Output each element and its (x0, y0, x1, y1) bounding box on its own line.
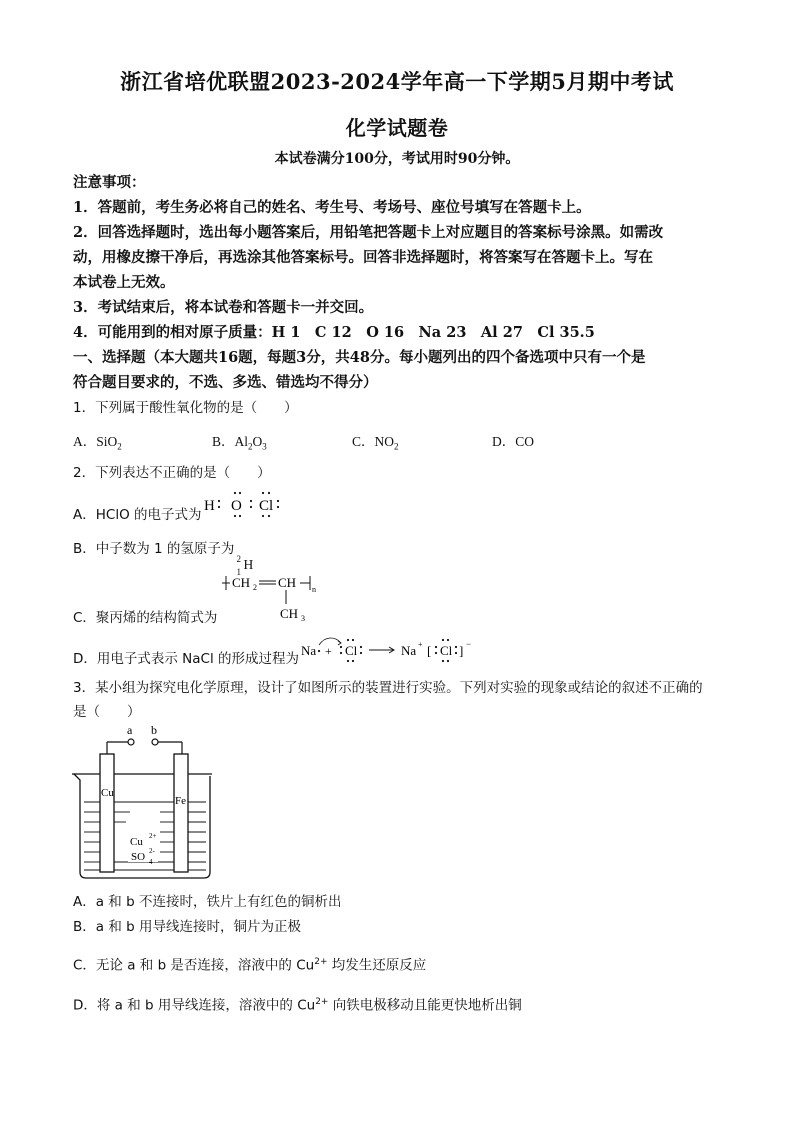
svg-text:H: H (204, 498, 215, 514)
svg-text:[: [ (427, 643, 432, 658)
svg-text:+: + (325, 644, 332, 658)
cu-label: Cu (101, 787, 114, 799)
iron-electrode (174, 754, 188, 872)
section1-line1: 一、选择题（本大题共16题，每题3分，共48分。每小题列出的四个备选项中只有一个是 (73, 349, 646, 366)
q3-option-a: A．a 和 b 不连接时，铁片上有红色的铜析出 (73, 894, 342, 910)
q3-option-d: D．将 a 和 b 用导线连接，溶液中的 $Cu^{2+}$ 向铁电极移动且能更快地析出铜 (73, 997, 522, 1014)
svg-text:Cl: Cl (440, 643, 453, 658)
svg-text:Na: Na (401, 643, 417, 658)
svg-text:CH: CH (232, 575, 251, 590)
svg-text:3: 3 (301, 614, 305, 623)
q2-option-d: D．用电子式表示 NaCl 的形成过程为 (73, 651, 300, 667)
q1-stem: 1．下列属于酸性氧化物的是（ ） (73, 400, 298, 416)
svg-text:Na: Na (301, 643, 317, 658)
q1-option-d: D．CO (492, 434, 535, 449)
q2-option-a: A．HClO 的电子式为 (73, 507, 202, 523)
svg-text:Cl: Cl (345, 643, 358, 658)
note-item-2-line3: 本试卷上无效。 (73, 274, 175, 291)
note-item-2-line2: 动，用橡皮擦干净后，再选涂其他答案标号。回答非选择题时，将答案写在答题卡上。写在 (73, 249, 653, 266)
svg-text:2: 2 (253, 583, 257, 592)
note-item-2-line1: 2．回答选择题时，选出每小题答案后，用铅笔把答题卡上对应题目的答案标号涂黑。如需改 (73, 224, 664, 241)
q1-option-c: C．$NO_2$ (352, 434, 399, 452)
hclo-electron-formula (202, 490, 292, 520)
terminal-a-label: a (127, 724, 133, 737)
cu-ion-charge: 2+ (149, 832, 157, 840)
q3-option-b: B．a 和 b 用导线连接时，铜片为正极 (73, 919, 301, 935)
svg-text:n: n (312, 585, 316, 594)
sulfate-ion-sub: 4 (149, 858, 153, 866)
svg-text:Cl: Cl (259, 498, 274, 514)
q3-stem-line2: 是（ ） (73, 704, 141, 720)
svg-text:CH: CH (278, 575, 297, 590)
section1-line2: 符合题目要求的，不选、多选、错选均不得分） (73, 374, 378, 391)
q3-stem-line1: 3．某小组为探究电化学原理，设计了如图所示的装置进行实验。下列对实验的现象或结论的叙述不正确的 (73, 680, 703, 696)
sulfate-ion-charge: 2- (149, 847, 155, 855)
notes-heading: 注意事项： (73, 174, 146, 191)
svg-text:]: ] (459, 643, 464, 658)
nacl-formation-diagram (299, 634, 484, 666)
q3-option-c: C．无论 a 和 b 是否连接，溶液中的 $Cu^{2+}$ 均发生还原反应 (73, 957, 427, 974)
exam-subtitle: 化学试题卷 (345, 116, 449, 140)
q1-option-b: B．$Al_2O_3$ (212, 434, 267, 452)
svg-text:O: O (231, 498, 242, 514)
svg-text:CH: CH (280, 606, 299, 621)
terminal-b-label: b (151, 724, 157, 737)
sulfate-ion-label: SO (131, 851, 146, 863)
note-item-3: 3．考试结束后，将本试卷和答题卡一并交回。 (73, 299, 374, 316)
q2-option-c: C．聚丙烯的结构简式为 (73, 610, 218, 626)
fe-label: Fe (175, 795, 186, 807)
svg-text:−: − (466, 639, 472, 649)
exam-title: 浙江省培优联盟2023-2024学年高一下学期5月期中考试 (120, 69, 674, 94)
svg-text:+: + (418, 640, 423, 649)
note-item-1: 1．答题前，考生务必将自己的姓名、考生号、考场号、座位号填写在答题卡上。 (73, 199, 591, 216)
polypropylene-structure (220, 568, 340, 624)
q2-option-b: B．中子数为 1 的氢原子为 2 1 H (73, 541, 254, 577)
exam-info: 本试卷满分100分，考试用时90分钟。 (274, 151, 520, 167)
electrochemistry-apparatus (70, 724, 220, 886)
q1-option-a: A．SiO$_2$ (73, 434, 122, 452)
note-item-4: 4．可能用到的相对原子质量：H 1 C 12 O 16 Na 23 Al 27 Cl 35.5 (73, 324, 595, 341)
q2-stem: 2．下列表达不正确的是（ ） (73, 465, 271, 481)
copper-electrode (100, 754, 114, 872)
cu-ion-label: Cu (130, 836, 143, 848)
